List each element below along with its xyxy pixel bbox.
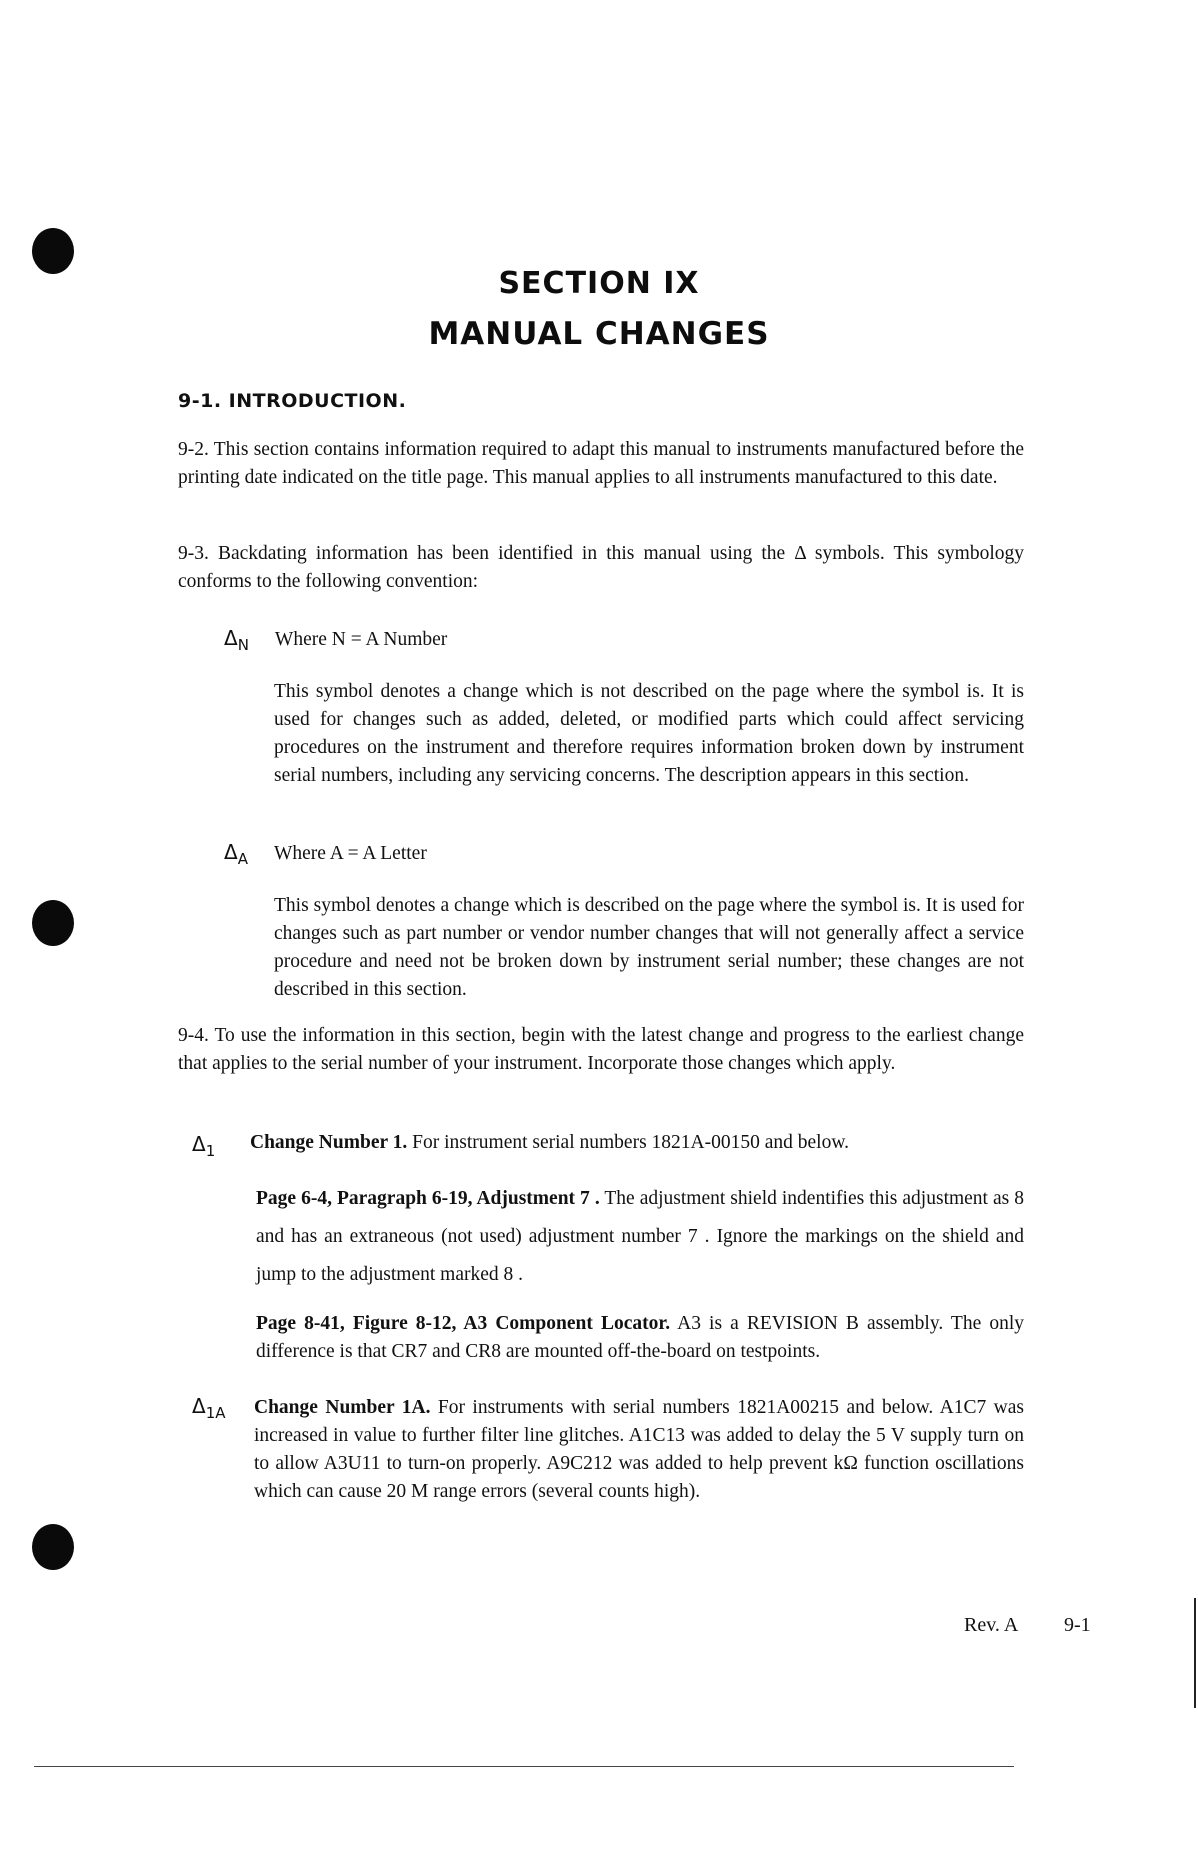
- delta-a-symbol: $\Delta_A$: [224, 840, 248, 868]
- change-1-item-1: [256, 1180, 1024, 1294]
- convention-a-description: This symbol denotes a change which is described on the page where the symbol is. It is used for changes such as part number or vendor number changes that will not generally affect a service procedure and need not be broken down by instrument serial number; these changes are not described in this section.: [274, 895, 1024, 1000]
- convention-a-text: Where A = A Letter: [273, 843, 427, 864]
- bottom-rule: [34, 1766, 1014, 1767]
- page-number: 9-1: [1064, 1614, 1091, 1636]
- convention-a-label: [224, 840, 427, 868]
- section-title: SECTION IX: [498, 266, 700, 301]
- change-1a-title: Change Number 1A.: [254, 1397, 431, 1418]
- change-1a-block: [192, 1394, 1024, 1506]
- paragraph-9-2: 9-2. This section contains information required to adapt this manual to instruments manufactured before the printing date indicated on the title page. This manual applies to all instruments manufactured to this date.: [178, 439, 1024, 488]
- change-1-item-2: [256, 1310, 1024, 1366]
- delta-n-symbol: $\Delta_N$: [224, 626, 249, 654]
- intro-heading: 9-1. INTRODUCTION.: [178, 390, 407, 412]
- convention-n-label: [224, 626, 447, 654]
- convention-n-description: This symbol denotes a change which is not described on the page where the symbol is. It is used for changes such as added, deleted, or modified parts which could affect servicing procedures on the instrument and therefore requires information broken down by instrument serial numbers, including any servicing concerns. The description appears in this section.: [274, 681, 1024, 786]
- convention-n-text: Where N = A Number: [274, 629, 448, 650]
- change-1-item-2-text: A3 is a REVISION B assembly. The only difference is that CR7 and CR8 are mounted off-the-board on testpoints.: [256, 1313, 1024, 1362]
- paragraph-9-4: 9-4. To use the information in this section, begin with the latest change and progress to the earliest change that applies to the serial number of your instrument. Incorporate those changes which apply.: [178, 1025, 1024, 1074]
- change-1-item-1-ref: Page 6-4, Paragraph 6-19, Adjustment 7 .: [256, 1188, 600, 1209]
- binder-hole-middle: [32, 900, 74, 946]
- change-1-item-2-ref: Page 8-41, Figure 8-12, A3 Component Locator.: [256, 1313, 671, 1334]
- delta-1a-symbol: $\Delta_{1A}$: [192, 1394, 226, 1422]
- binder-hole-bottom: [32, 1524, 74, 1570]
- revision-label: Rev. A: [964, 1614, 1019, 1636]
- delta-1-symbol: $\Delta_1$: [192, 1132, 216, 1160]
- change-1-header: [192, 1132, 1024, 1160]
- paragraph-9-3: 9-3. Backdating information has been identified in this manual using the Δ symbols. This symbology conforms to the following convention:: [178, 543, 1024, 592]
- section-subtitle: MANUAL CHANGES: [428, 316, 770, 352]
- change-1-item-1-text: The adjustment shield indentifies this adjustment as 8 and has an extraneous (not used) adjustment number 7 . Ignore the markings on the shield and jump to the adjustment marked 8 .: [256, 1188, 1024, 1285]
- change-1-title: Change Number 1.: [250, 1132, 408, 1153]
- change-1a-text: For instruments with serial numbers 1821A00215 and below. A1C7 was increased in value to further filter line glitches. A1C13 was added to delay the 5 V supply turn on to allow A3U11 to turn-on properly. A9C212 was added to help prevent kΩ function oscillations which can cause 20 M range errors (several counts high).: [254, 1397, 1024, 1502]
- right-edge-mark: [1194, 1598, 1196, 1708]
- change-1-scope: For instrument serial numbers 1821A-00150 and below.: [412, 1132, 850, 1153]
